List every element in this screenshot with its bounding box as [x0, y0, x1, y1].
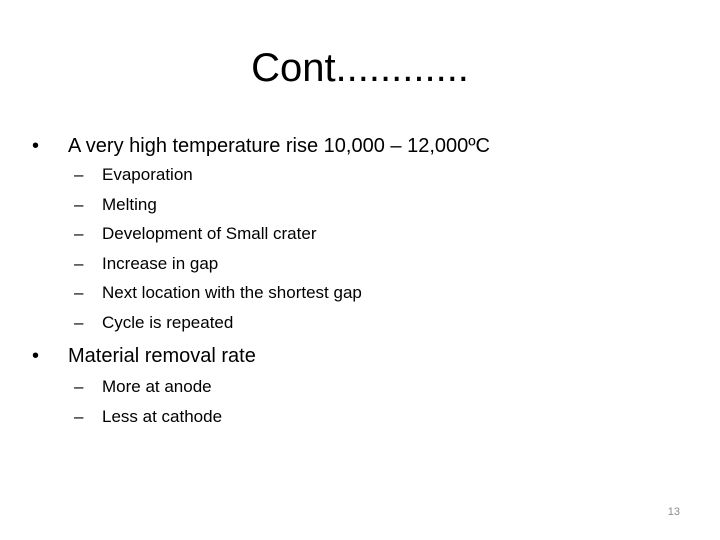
sub-bullet-text: Melting: [102, 194, 157, 214]
dash-marker: –: [74, 283, 84, 303]
sub-bullet-list: [74, 372, 222, 431]
bullet-marker: •: [32, 135, 40, 157]
bullet-item: [32, 342, 256, 370]
slide-title: Cont............: [251, 46, 469, 90]
dash-marker: –: [74, 406, 84, 426]
sub-bullet-item: [74, 219, 362, 249]
dash-marker: –: [74, 224, 84, 244]
sub-bullet-text: Increase in gap: [102, 253, 219, 273]
bullet-marker: •: [32, 345, 40, 367]
bullet-item: [32, 132, 490, 160]
page-number: 13: [667, 506, 680, 518]
sub-bullet-item: [74, 372, 222, 402]
dash-marker: –: [74, 253, 84, 273]
sub-bullet-text: Less at cathode: [102, 406, 223, 426]
sub-bullet-text: Next location with the shortest gap: [102, 283, 362, 303]
sub-bullet-list: [74, 160, 362, 338]
sub-bullet-text: Development of Small crater: [102, 224, 317, 244]
bullet-text: Material removal rate: [68, 345, 256, 367]
dash-marker: –: [74, 377, 84, 396]
sub-bullet-item: [74, 249, 362, 279]
bullet-text: A very high temperature rise 10,000 – 12,000ºC: [68, 135, 491, 157]
sub-bullet-item: [74, 402, 222, 432]
sub-bullet-text: Cycle is repeated: [102, 312, 234, 332]
dash-marker: –: [74, 165, 84, 184]
sub-bullet-text: Evaporation: [102, 165, 193, 184]
sub-bullet-item: [74, 278, 362, 308]
dash-marker: –: [74, 194, 84, 214]
sub-bullet-item: [74, 190, 362, 220]
sub-bullet-item: [74, 160, 362, 190]
sub-bullet-text: More at anode: [102, 377, 212, 396]
dash-marker: –: [74, 312, 84, 332]
sub-bullet-item: [74, 308, 362, 338]
